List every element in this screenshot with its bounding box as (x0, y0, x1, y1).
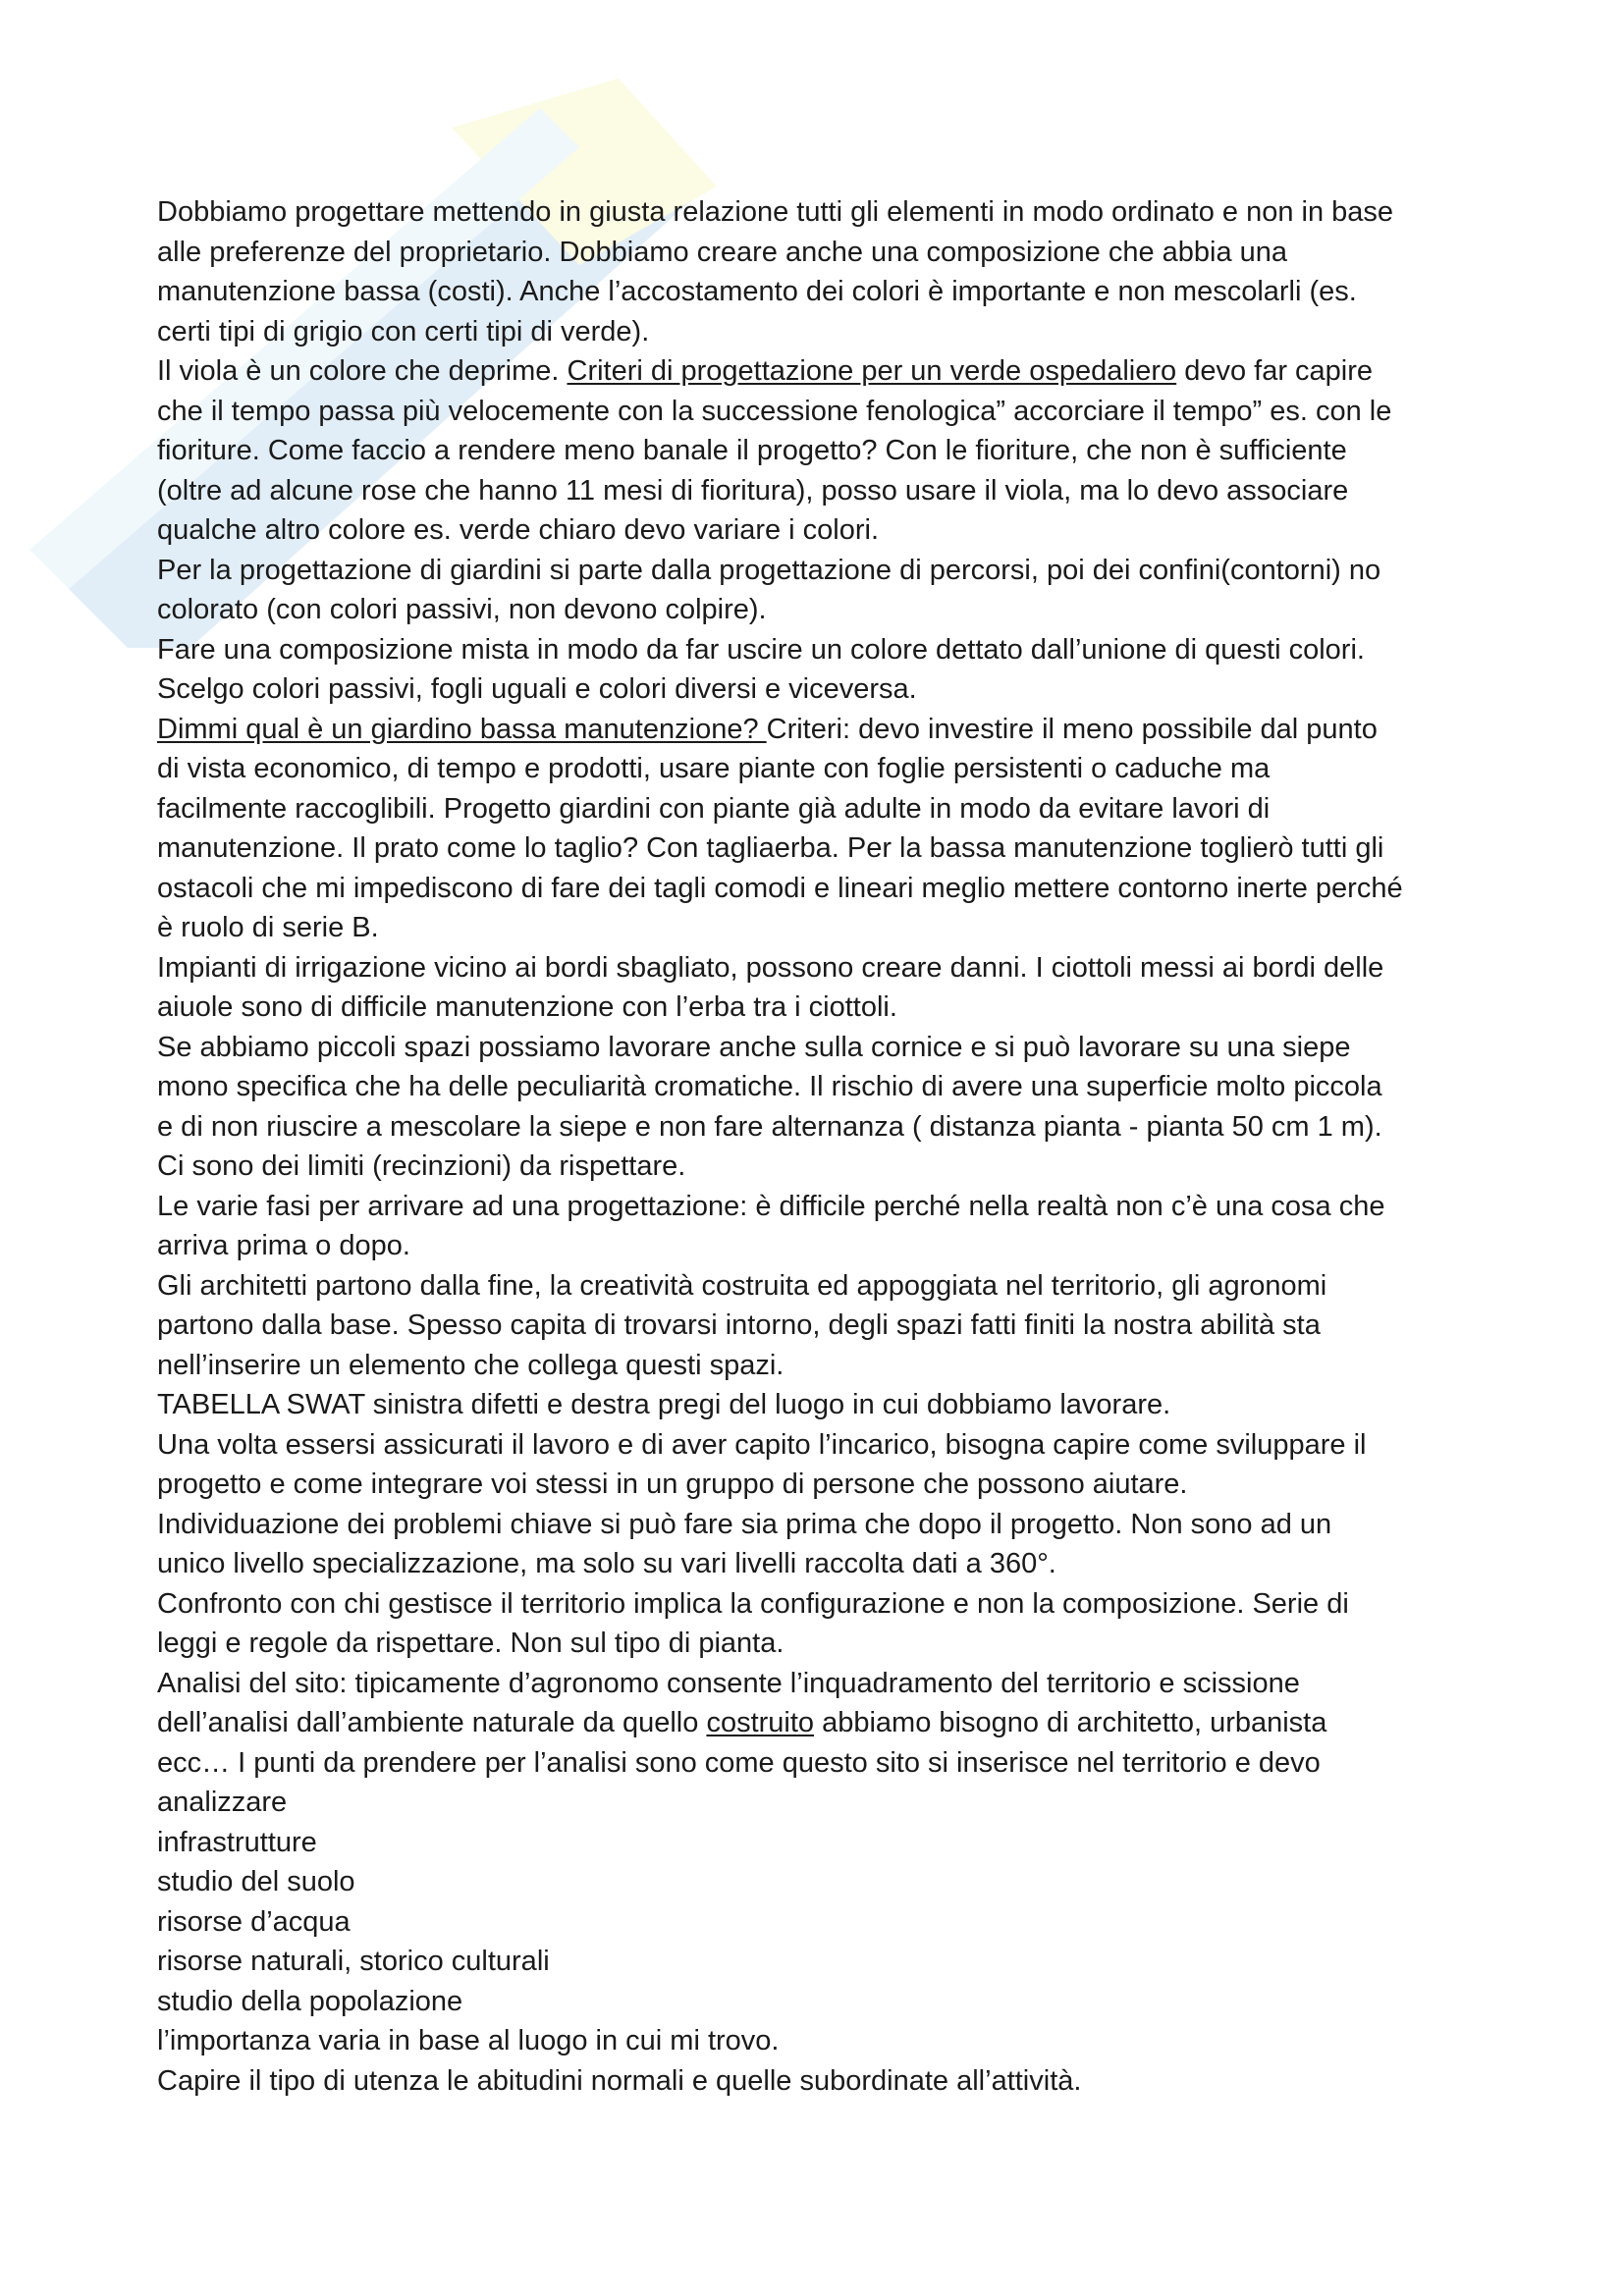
text-line: manutenzione. Il prato come lo taglio? Con tagliaerba. Per la bassa manutenzione toglierò tutti gli (157, 832, 1384, 864)
text-line: unico livello specializzazione, ma solo su vari livelli raccolta dati a 360°. (157, 1548, 1056, 1579)
text-line: partono dalla base. Spesso capita di trovarsi intorno, degli spazi fatti finiti la nostra abilità sta (157, 1309, 1321, 1341)
document-body (157, 192, 1502, 2101)
text-line: Ci sono dei limiti (recinzioni) da rispettare. (157, 1150, 686, 1182)
underlined-heading: Criteri di progettazione per un verde ospedaliero (567, 355, 1177, 387)
text-line: che il tempo passa più velocemente con la successione fenologica” accorciare il tempo” es. con le (157, 395, 1392, 427)
text-line: Scelgo colori passivi, fogli uguali e colori diversi e viceversa. (157, 673, 917, 705)
text-line: ecc… I punti da prendere per l’analisi sono come questo sito si inserisce nel territorio e devo (157, 1746, 1321, 1779)
text-line: TABELLA SWAT sinistra difetti e destra pregi del luogo in cui dobbiamo lavorare. (157, 1389, 1171, 1420)
text-line: aiuole sono di difficile manutenzione con l’erba tra i ciottoli. (157, 991, 897, 1023)
line-text: abbiamo bisogno di architetto, urbanista (814, 1707, 1327, 1738)
text-line: manutenzione bassa (costi). Anche l’accostamento dei colori è importante e non mescolarli (es. (157, 276, 1357, 307)
text-line (157, 351, 1502, 392)
text-line: di vista economico, di tempo e prodotti, usare piante con foglie persistenti o caduche ma (157, 753, 1271, 784)
text-line: nell’inserire un elemento che collega questi spazi. (157, 1349, 784, 1381)
underlined-heading: costruito (706, 1707, 815, 1738)
text-line: colorato (con colori passivi, non devono colpire). (157, 594, 767, 625)
text-line: e di non riuscire a mescolare la siepe e non fare alternanza ( distanza pianta - pianta 50 cm 1 m). (157, 1110, 1382, 1143)
text-line: Fare una composizione mista in modo da far uscire un colore dettato dall’unione di questi colori. (157, 633, 1365, 666)
text-line: infrastrutture (157, 1826, 317, 1858)
text-line (157, 710, 1502, 750)
text-line: progetto e come integrare voi stessi in un gruppo di persone che possono aiutare. (157, 1468, 1188, 1500)
text-line: Analisi del sito: tipicamente d’agronomo consente l’inquadramento del territorio e scissione (157, 1667, 1300, 1699)
text-line: risorse d’acqua (157, 1905, 351, 1938)
text-line: risorse naturali, storico culturali (157, 1946, 550, 1977)
text-line: Capire il tipo di utenza le abitudini normali e quelle subordinate all’attività. (157, 2064, 1082, 2097)
text-line: Per la progettazione di giardini si parte dalla progettazione di percorsi, poi dei confini(contorni) no (157, 554, 1381, 586)
text-line: Le varie fasi per arrivare ad una progettazione: è difficile perché nella realtà non c’è una cosa che (157, 1190, 1385, 1222)
text-line: certi tipi di grigio con certi tipi di verde). (157, 315, 650, 347)
text-line: Impianti di irrigazione vicino ai bordi sbagliato, possono creare danni. I ciottoli messi ai bordi delle (157, 951, 1384, 984)
text-line: studio del suolo (157, 1866, 355, 1897)
text-line: ostacoli che mi impediscono di fare dei tagli comodi e lineari meglio mettere contorno inerte perché (157, 872, 1403, 904)
text-line: facilmente raccoglibili. Progetto giardini con piante già adulte in modo da evitare lavori di (157, 792, 1271, 825)
text-line: arriva prima o dopo. (157, 1230, 410, 1261)
text-line (157, 1703, 1502, 1743)
text-line: Dobbiamo progettare mettendo in giusta relazione tutti gli elementi in modo ordinato e non in base (157, 196, 1394, 228)
line-text: Il viola è un colore che deprime. (157, 355, 568, 387)
text-line: è ruolo di serie B. (157, 912, 379, 943)
line-text: devo far capire (1176, 355, 1374, 387)
text-line: Individuazione dei problemi chiave si può fare sia prima che dopo il progetto. Non sono ad un (157, 1508, 1332, 1540)
text-line: l’importanza varia in base al luogo in cui mi trovo. (157, 2025, 780, 2056)
text-line: qualche altro colore es. verde chiaro devo variare i colori. (157, 514, 880, 546)
text-line: Se abbiamo piccoli spazi possiamo lavorare anche sulla cornice e si può lavorare su una siepe (157, 1031, 1351, 1063)
text-line: fioriture. Come faccio a rendere meno banale il progetto? Con le fioriture, che non è sufficiente (157, 435, 1347, 466)
text-line: (oltre ad alcune rose che hanno 11 mesi di fioritura), posso usare il viola, ma lo devo associare (157, 474, 1349, 507)
text-line: Una volta essersi assicurati il lavoro e di aver capito l’incarico, bisogna capire come sviluppare il (157, 1428, 1367, 1461)
line-text: Criteri: devo investire il meno possibile dal punto (766, 713, 1378, 745)
line-text: dell’analisi dall’ambiente naturale da quello (157, 1707, 707, 1738)
text-line: alle preferenze del proprietario. Dobbiamo creare anche una composizione che abbia una (157, 236, 1288, 268)
underlined-heading: Dimmi qual è un giardino bassa manutenzione? (157, 713, 767, 745)
text-line: analizzare (157, 1787, 288, 1818)
text-line: leggi e regole da rispettare. Non sul tipo di pianta. (157, 1628, 784, 1659)
text-line: Confronto con chi gestisce il territorio implica la configurazione e non la composizione. Serie di (157, 1587, 1349, 1620)
text-line: studio della popolazione (157, 1985, 463, 2017)
text-line: Gli architetti partono dalla fine, la creatività costruita ed appoggiata nel territorio, gli agronomi (157, 1269, 1327, 1302)
text-line: mono specifica che ha delle peculiarità cromatiche. Il rischio di avere una superficie molto piccola (157, 1071, 1382, 1102)
